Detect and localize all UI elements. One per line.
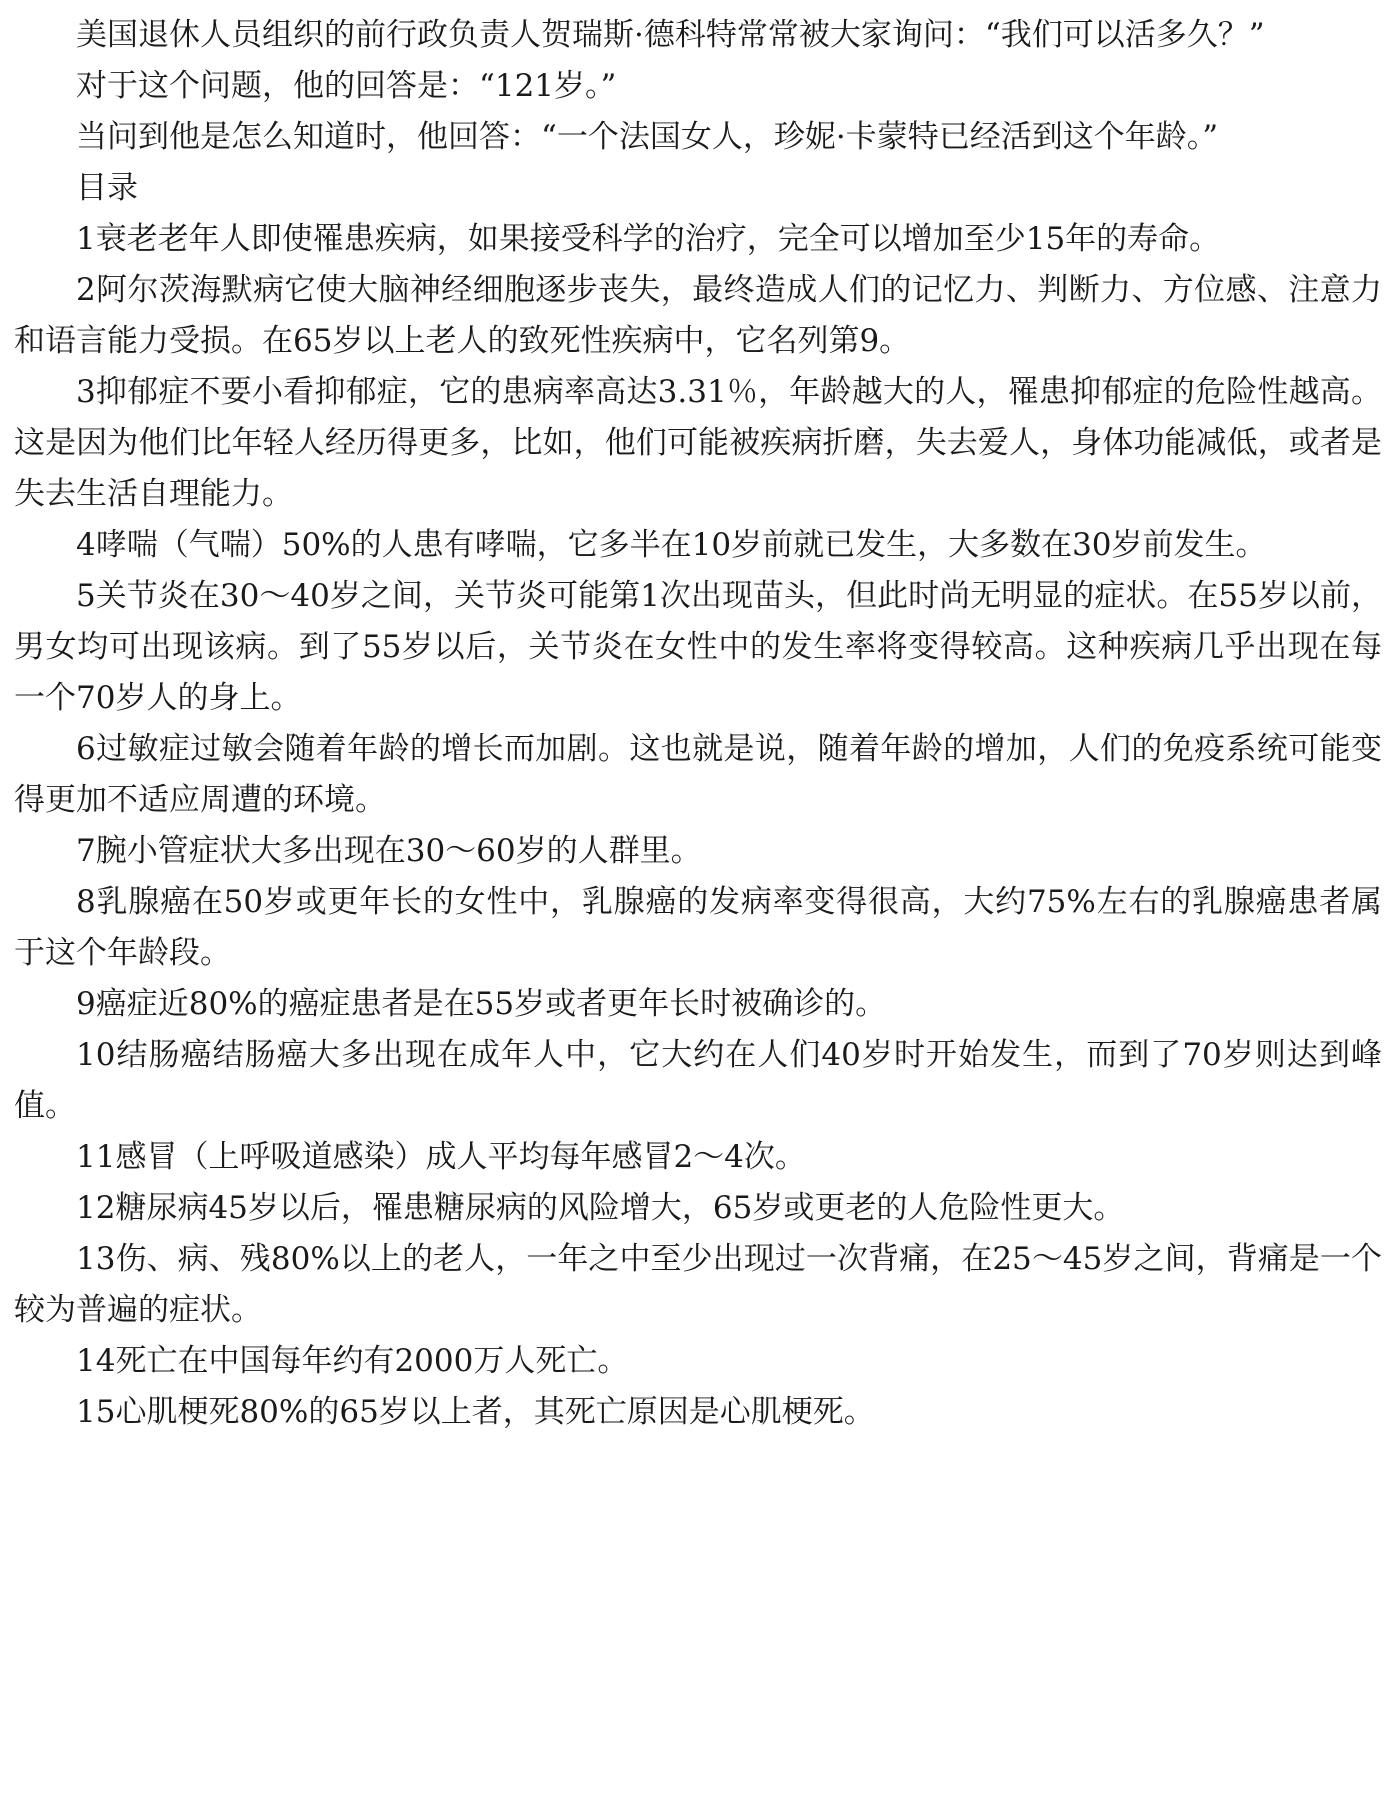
intro-paragraph-source: 当问到他是怎么知道时，他回答：“一个法国女人，珍妮·卡蒙特已经活到这个年龄。” xyxy=(76,119,1219,155)
toc-item: 11感冒（上呼吸道感染）成人平均每年感冒2～4次。 xyxy=(76,1139,806,1175)
toc-item: 12糖尿病45岁以后，罹患糖尿病的风险增大，65岁或更老的人危险性更大。 xyxy=(76,1190,1125,1226)
document-page xyxy=(14,10,1382,1438)
toc-item: 15心肌梗死80%的65岁以上者，其死亡原因是心肌梗死。 xyxy=(76,1394,875,1430)
intro-paragraph-answer: 对于这个问题，他的回答是：“121岁。” xyxy=(76,68,617,104)
toc-item: 7腕小管症状大多出现在30～60岁的人群里。 xyxy=(76,833,702,869)
intro-paragraph-question: 美国退休人员组织的前行政负责人贺瑞斯·德科特常常被大家询问：“我们可以活多久？” xyxy=(76,17,1265,53)
toc-item: 5关节炎在30～40岁之间，关节炎可能第1次出现苗头，但此时尚无明显的症状。在55岁以前，男女均可出现该病。到了55岁以后，关节炎在女性中的发生率将变得较高。这种疾病几乎出现在每一个70岁人的身上。 xyxy=(14,578,1382,716)
toc-item: 2阿尔茨海默病它使大脑神经细胞逐步丧失，最终造成人们的记忆力、判断力、方位感、注意力和语言能力受损。在65岁以上老人的致死性疾病中，它名列第9。 xyxy=(14,272,1382,359)
toc-item: 9癌症近80%的癌症患者是在55岁或者更年长时被确诊的。 xyxy=(76,986,887,1022)
toc-heading: 目录 xyxy=(76,170,138,206)
toc-item: 10结肠癌结肠癌大多出现在成年人中，它大约在人们40岁时开始发生，而到了70岁则达到峰值。 xyxy=(14,1037,1382,1124)
toc-item: 6过敏症过敏会随着年龄的增长而加剧。这也就是说，随着年龄的增加，人们的免疫系统可能变得更加不适应周遭的环境。 xyxy=(14,731,1382,818)
toc-item: 8乳腺癌在50岁或更年长的女性中，乳腺癌的发病率变得很高，大约75%左右的乳腺癌患者属于这个年龄段。 xyxy=(14,884,1382,971)
toc-item: 13伤、病、残80%以上的老人，一年之中至少出现过一次背痛，在25～45岁之间，背痛是一个较为普遍的症状。 xyxy=(14,1241,1382,1328)
toc-item: 1衰老老年人即使罹患疾病，如果接受科学的治疗，完全可以增加至少15年的寿命。 xyxy=(76,221,1221,257)
toc-item: 14死亡在中国每年约有2000万人死亡。 xyxy=(76,1343,629,1379)
toc-item: 3抑郁症不要小看抑郁症，它的患病率高达3.31％，年龄越大的人，罹患抑郁症的危险性越高。这是因为他们比年轻人经历得更多，比如，他们可能被疾病折磨，失去爱人，身体功能减低，或者是失去生活自理能力。 xyxy=(14,374,1382,512)
toc-item: 4哮喘（气喘）50%的人患有哮喘，它多半在10岁前就已发生，大多数在30岁前发生。 xyxy=(76,527,1267,563)
